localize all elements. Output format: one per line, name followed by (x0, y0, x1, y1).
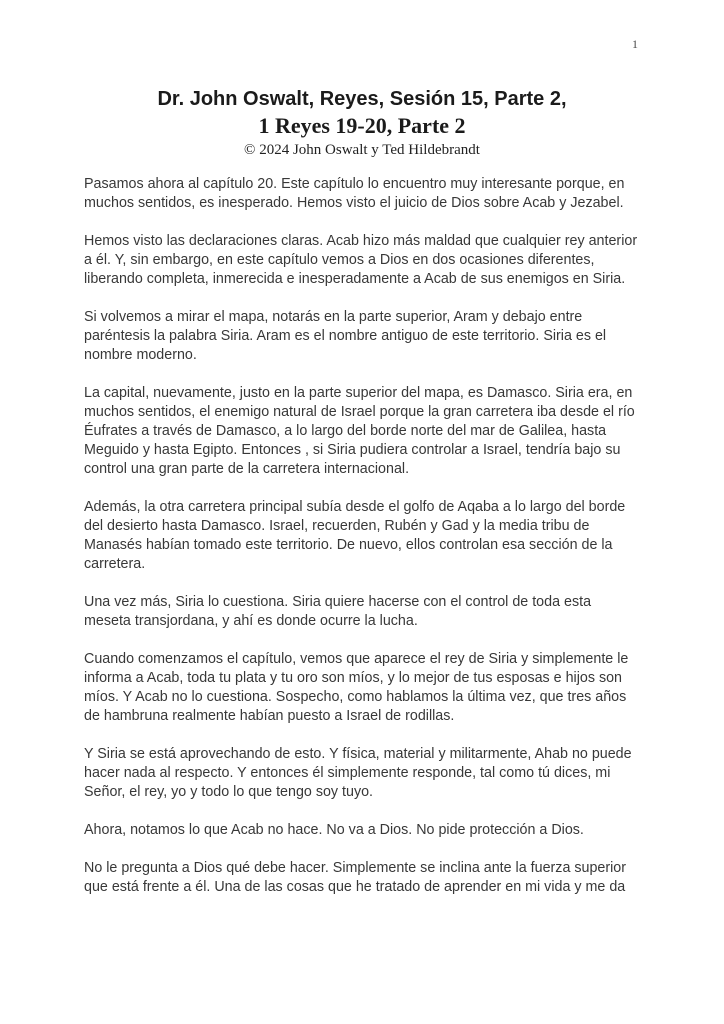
page-number: 1 (632, 37, 638, 51)
paragraph: Una vez más, Siria lo cuestiona. Siria quiere hacerse con el control de toda esta meseta transjordana, y ahí es donde ocurre la lucha. (84, 594, 592, 629)
paragraph: No le pregunta a Dios qué debe hacer. Simplemente se inclina ante la fuerza superior que está frente a él. Una de las cosas que he tratado de aprender en mi vida y me da (84, 860, 627, 895)
document-title-line-1: Dr. John Oswalt, Reyes, Sesión 15, Parte 2, (157, 88, 567, 110)
document-title-line-2: 1 Reyes 19-20, Parte 2 (258, 113, 466, 138)
paragraph: Ahora, notamos lo que Acab no hace. No va a Dios. No pide protección a Dios. (84, 822, 584, 838)
document-body (84, 175, 640, 897)
document-header (0, 0, 724, 160)
paragraph: Si volvemos a mirar el mapa, notarás en la parte superior, Aram y debajo entre paréntesis la palabra Siria. Aram es el nombre antiguo de este territorio. Siria es el nombre moderno. (84, 309, 607, 363)
copyright-line: © 2024 John Oswalt y Ted Hildebrandt (244, 142, 480, 158)
paragraph: Cuando comenzamos el capítulo, vemos que aparece el rey de Siria y simplemente le informa a Acab, toda tu plata y tu oro son míos, y lo mejor de tus esposas e hijos son míos. Y Acab no lo cuestiona. Sospecho, como hablamos la última vez, que tres años de hambruna realmente habían puesto a Israel de rodillas. (84, 651, 629, 724)
paragraph: Y Siria se está aprovechando de esto. Y física, material y militarmente, Ahab no puede hacer nada al respecto. Y entonces él simplemente responde, tal como tú dices, mi Señor, el rey, yo y todo lo que tengo soy tuyo. (84, 746, 632, 800)
paragraph: Hemos visto las declaraciones claras. Acab hizo más maldad que cualquier rey anterior a él. Y, sin embargo, en este capítulo vemos a Dios en dos ocasiones diferentes, liberando completa, inmerecida e inesperadamente a Acab de sus enemigos en Siria. (84, 233, 638, 287)
paragraph: La capital, nuevamente, justo en la parte superior del mapa, es Damasco. Siria era, en muchos sentidos, el enemigo natural de Israel porque la gran carretera iba desde el río Éufrates a través de Damasco, a lo largo del borde norte del mar de Galilea, hasta Meguido y hasta Egipto. Entonces , si Siria pudiera controlar a Israel, tendría bajo su control una gran parte de la carretera internacional. (84, 385, 635, 477)
paragraph: Pasamos ahora al capítulo 20. Este capítulo lo encuentro muy interesante porque, en muchos sentidos, es inesperado. Hemos visto el juicio de Dios sobre Acab y Jezabel. (84, 176, 625, 211)
paragraph: Además, la otra carretera principal subía desde el golfo de Aqaba a lo largo del borde del desierto hasta Damasco. Israel, recuerden, Rubén y Gad y la media tribu de Manasés habían tomado este territorio. De nuevo, ellos controlan esa sección de la carretera. (84, 499, 626, 572)
